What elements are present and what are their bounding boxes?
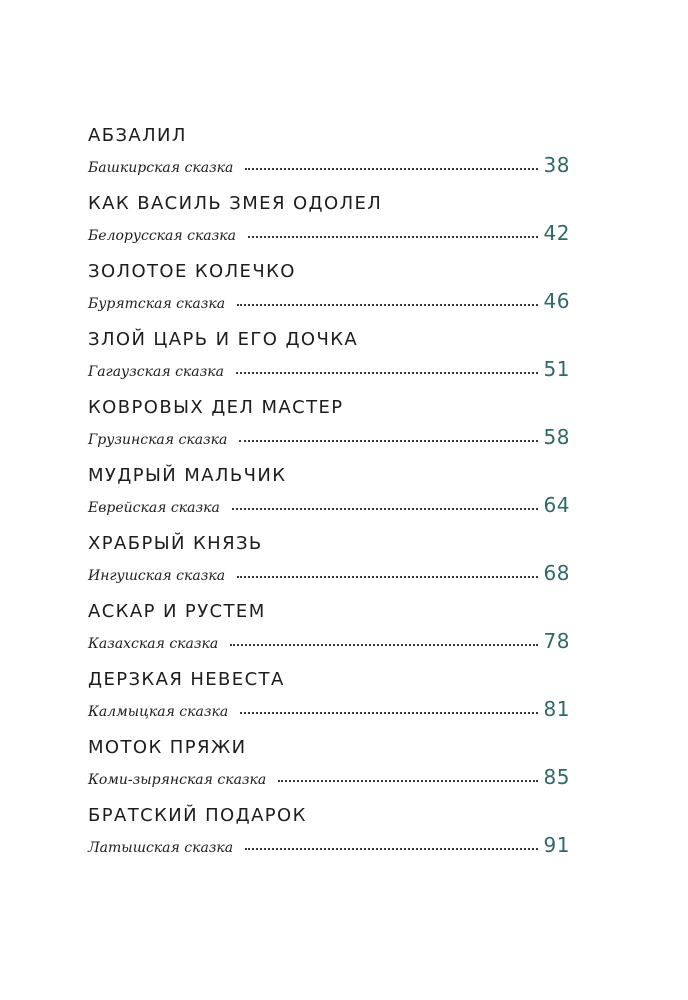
toc-entry[interactable] — [88, 460, 570, 528]
entry-line — [88, 356, 570, 382]
entry-page-number: 64 — [543, 493, 570, 517]
dot-leader — [232, 507, 538, 510]
entry-line — [88, 696, 570, 722]
entry-page-number: 42 — [543, 221, 570, 245]
toc-entry[interactable] — [88, 732, 570, 800]
toc-entry[interactable] — [88, 528, 570, 596]
entry-page-number: 78 — [543, 629, 570, 653]
entry-page-number: 81 — [543, 697, 570, 721]
entry-page-number: 91 — [543, 833, 570, 857]
entry-line — [88, 764, 570, 790]
entry-origin: Башкирская сказка — [88, 160, 234, 176]
table-of-contents — [88, 120, 570, 868]
toc-entry[interactable] — [88, 188, 570, 256]
toc-entry[interactable] — [88, 256, 570, 324]
entry-title: АСКАР И РУСТЕМ — [88, 601, 266, 622]
entry-origin: Латышская сказка — [88, 840, 234, 856]
entry-title: КОВРОВЫХ ДЕЛ МАСТЕР — [88, 397, 344, 418]
entry-origin: Еврейская сказка — [88, 500, 220, 516]
entry-line — [88, 492, 570, 518]
toc-entry[interactable] — [88, 596, 570, 664]
entry-origin: Грузинская сказка — [88, 432, 228, 448]
entry-line — [88, 220, 570, 246]
entry-title: ЗОЛОТОЕ КОЛЕЧКО — [88, 261, 296, 282]
entry-origin: Казахская сказка — [88, 636, 219, 652]
dot-leader — [248, 235, 538, 238]
entry-origin: Белорусская сказка — [88, 228, 236, 244]
entry-origin: Коми-зырянская сказка — [88, 772, 267, 788]
entry-title: АБЗАЛИЛ — [88, 125, 187, 146]
entry-origin: Гагаузская сказка — [88, 364, 224, 380]
entry-page-number: 38 — [543, 153, 570, 177]
entry-page-number: 85 — [543, 765, 570, 789]
toc-entry[interactable] — [88, 324, 570, 392]
dot-leader — [236, 371, 538, 374]
dot-leader — [240, 711, 537, 714]
entry-origin: Ингушская сказка — [88, 568, 226, 584]
entry-title: ХРАБРЫЙ КНЯЗЬ — [88, 533, 263, 554]
entry-line — [88, 288, 570, 314]
entry-title: МОТОК ПРЯЖИ — [88, 737, 247, 758]
entry-title: КАК ВАСИЛЬ ЗМЕЯ ОДОЛЕЛ — [88, 193, 383, 214]
entry-page-number: 68 — [543, 561, 570, 585]
entry-page-number: 46 — [543, 289, 570, 313]
dot-leader — [237, 303, 537, 306]
entry-line — [88, 832, 570, 858]
entry-title: ДЕРЗКАЯ НЕВЕСТА — [88, 669, 285, 690]
dot-leader — [239, 439, 537, 442]
dot-leader — [237, 575, 538, 578]
entry-line — [88, 628, 570, 654]
entry-title: БРАТСКИЙ ПОДАРОК — [88, 805, 307, 826]
dot-leader — [245, 167, 537, 170]
toc-entry[interactable] — [88, 392, 570, 460]
entry-line — [88, 560, 570, 586]
entry-line — [88, 424, 570, 450]
dot-leader — [278, 779, 537, 782]
entry-line — [88, 152, 570, 178]
entry-page-number: 51 — [543, 357, 570, 381]
dot-leader — [230, 643, 537, 646]
toc-entry[interactable] — [88, 664, 570, 732]
entry-title: МУДРЫЙ МАЛЬЧИК — [88, 465, 287, 486]
toc-entry[interactable] — [88, 800, 570, 868]
entry-page-number: 58 — [543, 425, 570, 449]
entry-title: ЗЛОЙ ЦАРЬ И ЕГО ДОЧКА — [88, 329, 359, 350]
entry-origin: Бурятская сказка — [88, 296, 226, 312]
entry-origin: Калмыцкая сказка — [88, 704, 229, 720]
dot-leader — [245, 847, 537, 850]
toc-entry[interactable] — [88, 120, 570, 188]
